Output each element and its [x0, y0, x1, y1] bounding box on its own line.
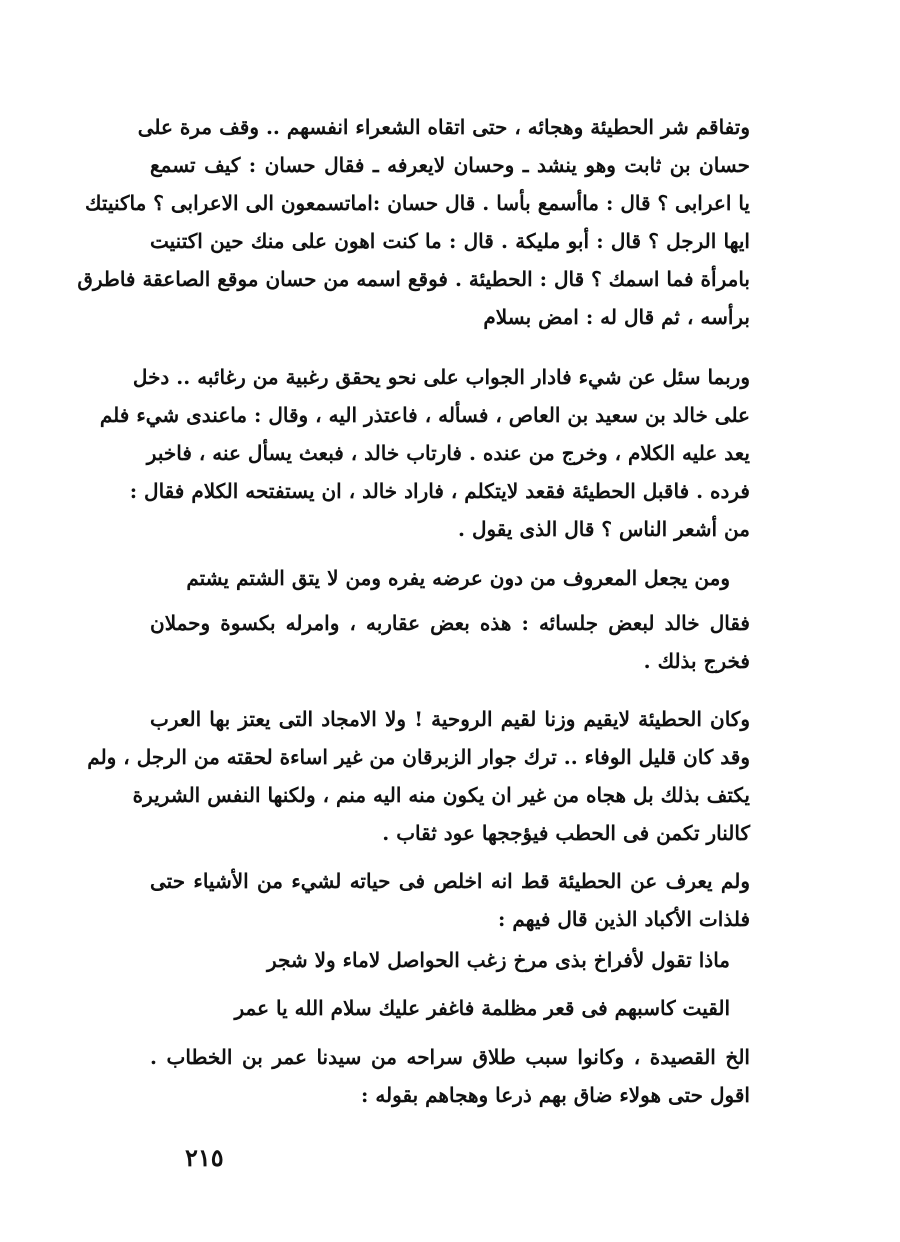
paragraph-5 — [150, 862, 750, 938]
text-line: الخ القصيدة ، وكانوا سبب طلاق سراحه من سيدنا عمر بن الخطاب . — [150, 1045, 750, 1069]
text-line: من أشعر الناس ؟ قال الذى يقول . — [458, 517, 750, 541]
text-line: كالنار تكمن فى الحطب فيؤججها عود ثقاب . — [382, 821, 750, 845]
poem-verse: القيت كاسبهم فى قعر مظلمة فاغفر عليك سلام الله يا عمر — [234, 996, 730, 1020]
text-line: على خالد بن سعيد بن العاص ، فسأله ، فاعتذر اليه ، وقال : ماعندى شيء فلم — [99, 403, 750, 427]
text-line: يعد عليه الكلام ، وخرج من عنده . فارتاب خالد ، فبعث يسأل عنه ، فاخبر — [146, 441, 750, 465]
text-line: فخرج بذلك . — [643, 649, 750, 673]
paragraph-1 — [77, 108, 750, 336]
poem-verse: ماذا تقول لأفراخ بذى مرخ زغب الحواصل لاماء ولا شجر — [266, 948, 730, 972]
text-line: فقال خالد لبعض جلسائه : هذه بعض عقاربه ، وامرله بكسوة وحملان — [150, 611, 750, 635]
paragraph-4 — [87, 700, 750, 852]
text-line: فلذات الأكباد الذين قال فيهم : — [497, 907, 750, 931]
text-line: فرده . فاقبل الحطيئة فقعد لايتكلم ، فاراد خالد ، ان يستفتحه الكلام فقال : — [129, 479, 750, 503]
text-line: يكتف بذلك بل هجاه من غير ان يكون منه اليه منم ، ولكنها النفس الشريرة — [132, 783, 750, 807]
text-line: وربما سئل عن شيء فادار الجواب على نحو يحقق رغبية من رغائبه .. دخل — [132, 365, 750, 389]
text-line: اقول حتى هولاء ضاق بهم ذرعا وهجاهم بقوله : — [360, 1083, 750, 1107]
text-line: وتفاقم شر الحطيئة وهجائه ، حتى اتقاه الشعراء انفسهم .. وقف مرة على — [137, 115, 750, 139]
page-number: ٢١٥ — [185, 1143, 224, 1172]
text-line: يا اعرابى ؟ قال : ماأسمع بأسا . قال حسان :اماتسمعون الى الاعرابى ؟ ماكنيتك — [85, 191, 750, 215]
text-line: وكان الحطيئة لايقيم وزنا لقيم الروحية ! ولا الامجاد التى يعتز بها العرب — [150, 707, 750, 731]
paragraph-2 — [99, 358, 750, 548]
text-line: وقد كان قليل الوفاء .. ترك جوار الزبرقان من غير اساءة لحقته من الرجل ، ولم — [87, 745, 750, 769]
paragraph-3 — [150, 604, 750, 680]
poem-verse: ومن يجعل المعروف من دون عرضه يفره ومن لا يتق الشتم يشتم — [186, 566, 730, 590]
text-line: ولم يعرف عن الحطيئة قط انه اخلص فى حياته لشيء من الأشياء حتى — [150, 869, 750, 893]
paragraph-6 — [150, 1038, 750, 1114]
text-line: برأسه ، ثم قال له : امض بسلام — [483, 305, 750, 329]
text-line: ايها الرجل ؟ قال : أبو مليكة . قال : ما كنت اهون على منك حين اكتنيت — [150, 229, 750, 253]
text-line: بامرأة فما اسمك ؟ قال : الحطيئة . فوقع اسمه من حسان موقع الصاعقة فاطرق — [77, 267, 750, 291]
text-line: حسان بن ثابت وهو ينشد ـ وحسان لايعرفه ـ فقال حسان : كيف تسمع — [150, 153, 750, 177]
